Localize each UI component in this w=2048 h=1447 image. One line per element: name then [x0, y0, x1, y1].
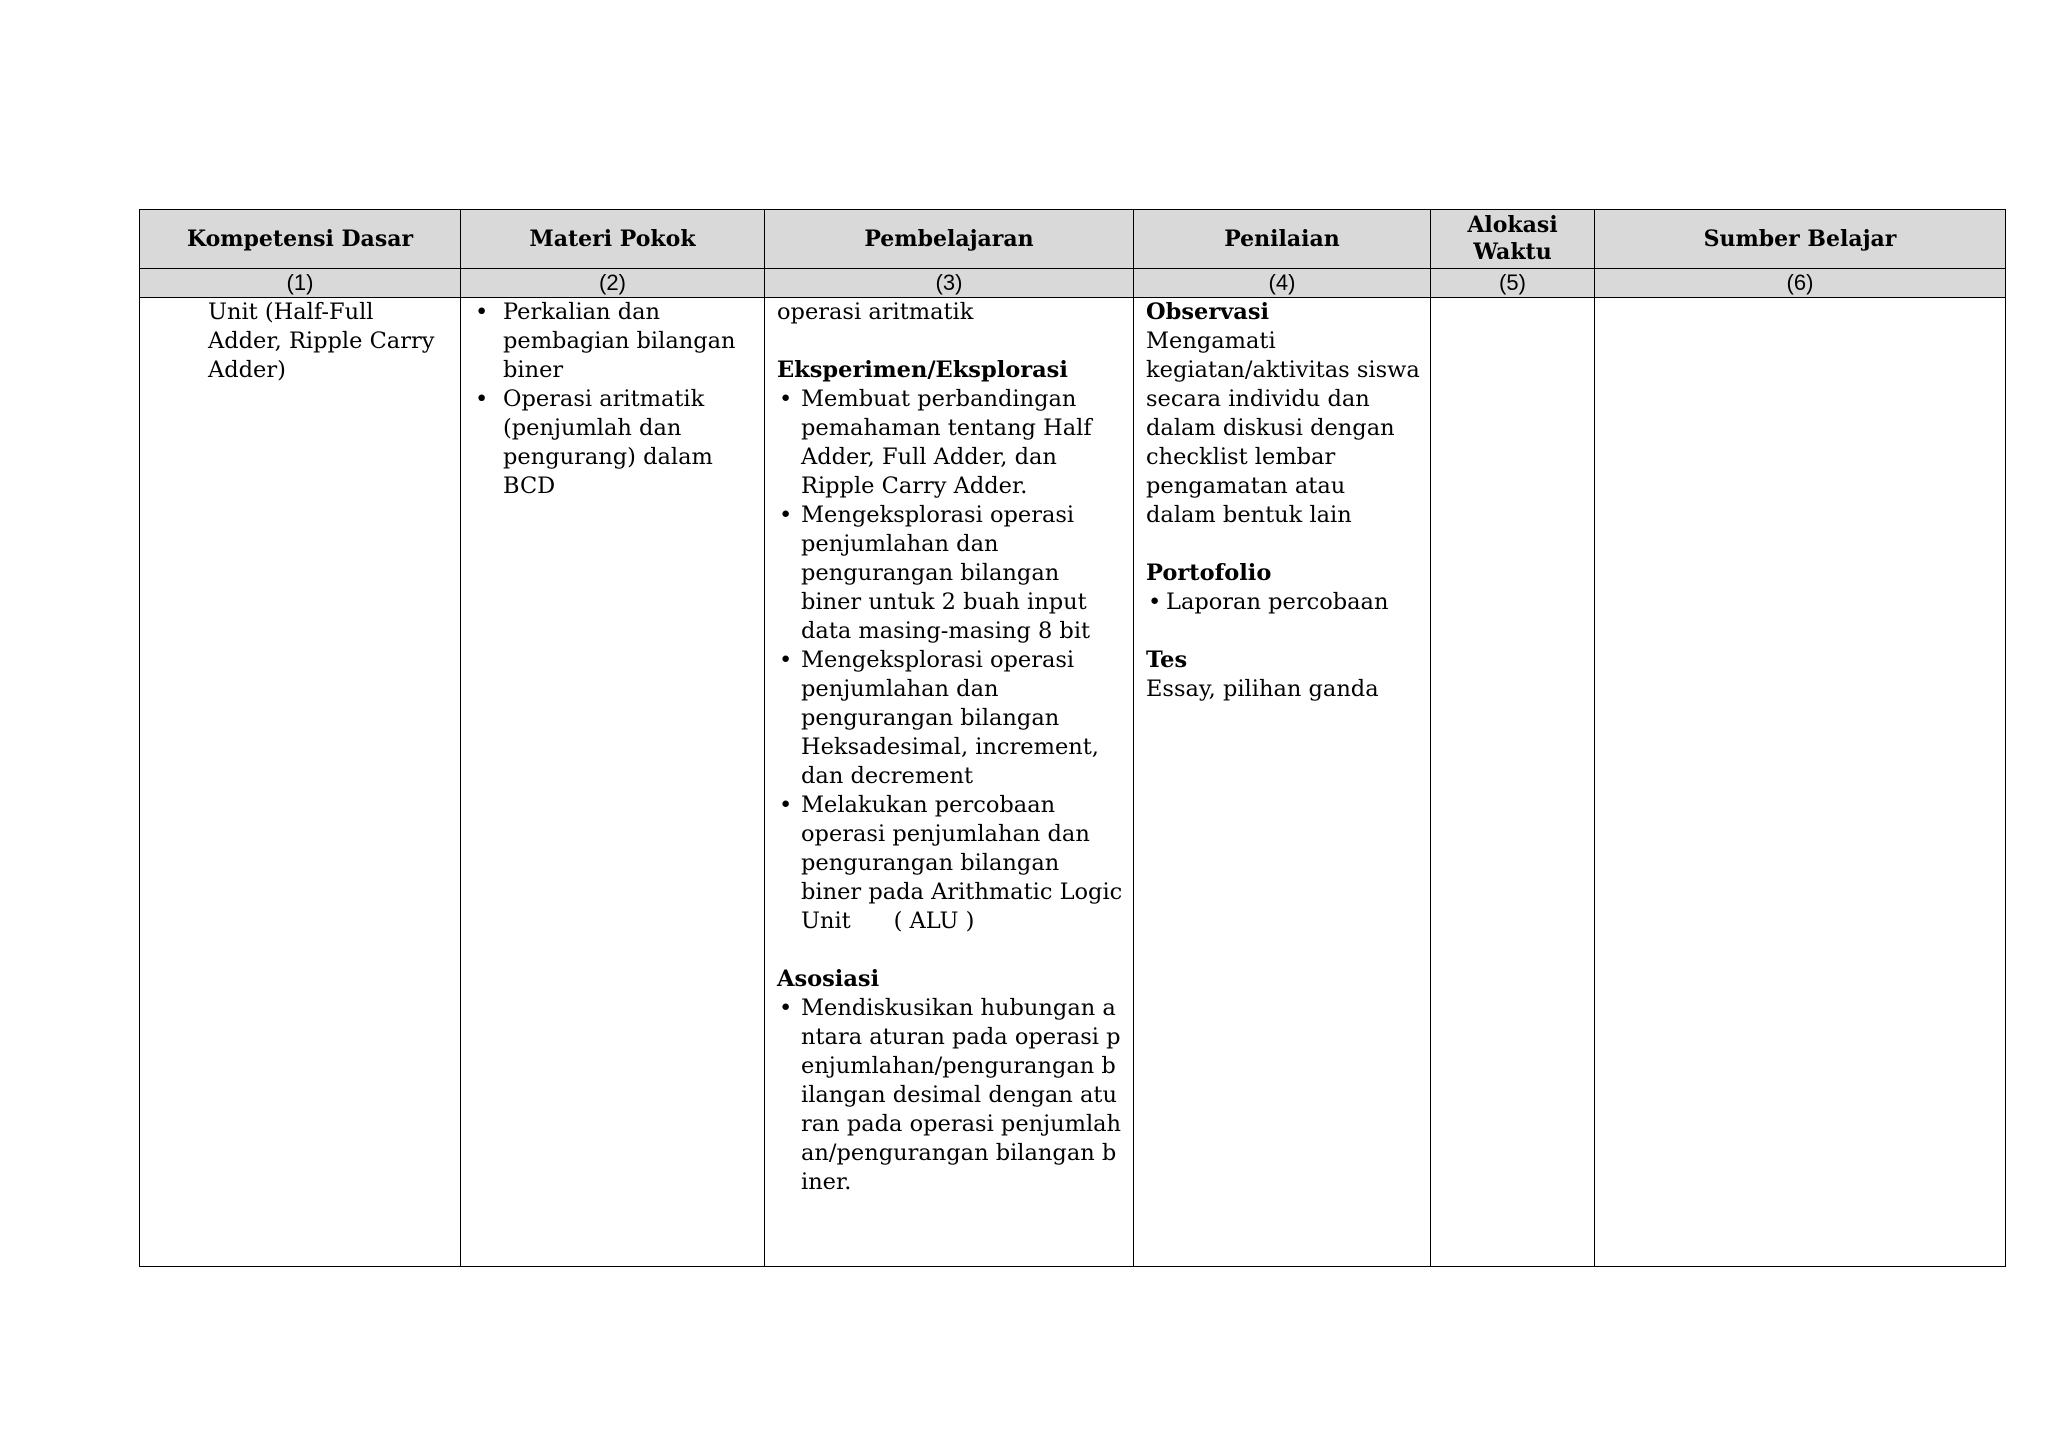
list-item: • Mengeksplorasi operasi penjumlahan dan pengurangan bilangan Heksadesimal, increment, dan decrement — [777, 646, 1123, 791]
column-number-4: (4) — [1134, 269, 1431, 298]
header-penilaian: Penilaian — [1134, 210, 1431, 269]
tes-text: Essay, pilihan ganda — [1146, 676, 1379, 702]
materi-pokok-cell — [461, 298, 765, 1267]
syllabus-table — [139, 209, 2006, 1267]
header-pembelajaran: Pembelajaran — [765, 210, 1134, 269]
column-number-2: (2) — [461, 269, 765, 298]
kompetensi-dasar-text: Unit (Half-Full Adder, Ripple Carry Adder) — [208, 299, 435, 383]
asosiasi-list — [777, 994, 1123, 1197]
column-number-1: (1) — [140, 269, 461, 298]
observasi-heading: Observasi — [1146, 299, 1270, 325]
kompetensi-dasar-cell — [140, 298, 461, 1267]
list-item: • Mengeksplorasi operasi penjumlahan dan pengurangan bilangan biner untuk 2 buah input data masing-masing 8 bit — [777, 501, 1123, 646]
pembelajaran-cell — [765, 298, 1134, 1267]
column-number-5: (5) — [1431, 269, 1595, 298]
materi-pokok-list — [471, 298, 756, 501]
list-item: • Laporan percobaan — [1146, 588, 1422, 617]
list-item: • Perkalian dan pembagian bilangan biner — [471, 298, 756, 385]
list-item: • Membuat perbandingan pemahaman tentang Half Adder, Full Adder, dan Ripple Carry Adder. — [777, 385, 1123, 501]
column-number-3: (3) — [765, 269, 1134, 298]
header-alokasi-waktu — [1431, 210, 1595, 269]
pembelajaran-intro: operasi aritmatik — [777, 299, 974, 325]
tes-heading: Tes — [1146, 647, 1188, 673]
list-item: • Mendiskusikan hubungan antara aturan pada operasi penjumlahan/pengurangan bilangan desimal dengan aturan pada operasi penjumlahan/pengurangan bilangan biner. — [777, 994, 1123, 1197]
eksperimen-list — [777, 385, 1130, 936]
header-alokasi-waktu-label: Alokasi Waktu — [1467, 212, 1558, 265]
alokasi-waktu-cell — [1431, 298, 1595, 1267]
header-kompetensi-dasar: Kompetensi Dasar — [140, 210, 461, 269]
content-row — [140, 298, 2006, 1267]
portofolio-list — [1146, 588, 1422, 617]
eksperimen-heading: Eksperimen/Eksplorasi — [777, 357, 1068, 383]
number-row — [140, 269, 2006, 298]
header-materi-pokok: Materi Pokok — [461, 210, 765, 269]
asosiasi-heading: Asosiasi — [777, 966, 880, 992]
sumber-belajar-cell — [1595, 298, 2006, 1267]
observasi-text: Mengamati kegiatan/aktivitas siswa secara individu dan dalam diskusi dengan checklist lembar pengamatan atau dalam bentuk lain — [1146, 328, 1420, 528]
header-row — [140, 210, 2006, 269]
penilaian-cell — [1134, 298, 1431, 1267]
header-sumber-belajar: Sumber Belajar — [1595, 210, 2006, 269]
portofolio-heading: Portofolio — [1146, 560, 1272, 586]
column-number-6: (6) — [1595, 269, 2006, 298]
list-item: • Melakukan percobaan operasi penjumlahan dan pengurangan bilangan biner pada Arithmatic Logic Unit ( ALU ) — [777, 791, 1123, 936]
list-item: • Operasi aritmatik (penjumlah dan pengurang) dalam BCD — [471, 385, 756, 501]
